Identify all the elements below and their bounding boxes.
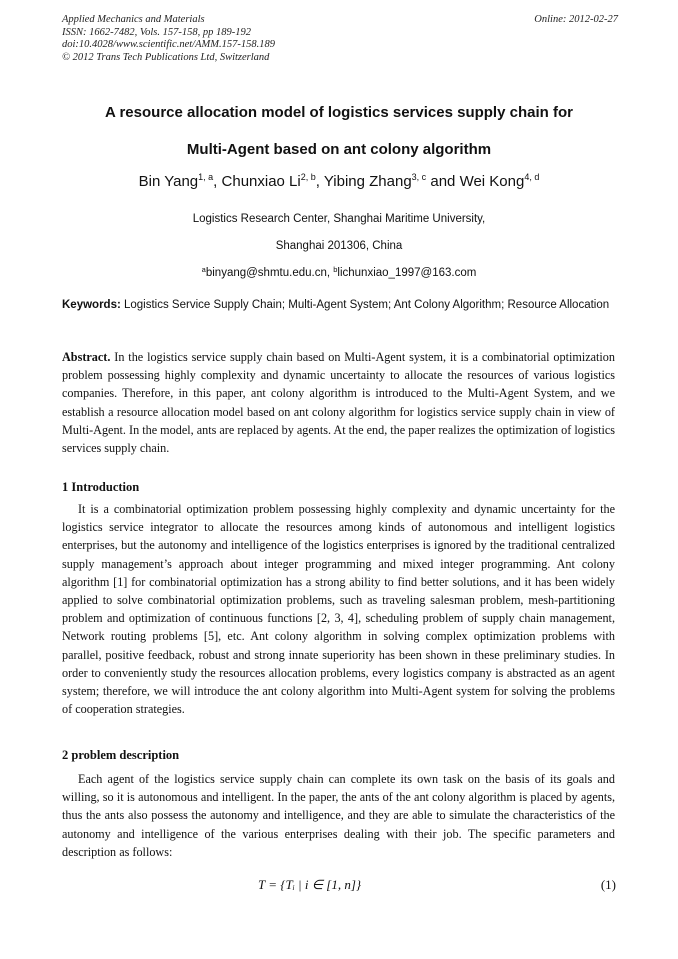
abstract bbox=[62, 348, 619, 457]
introduction-paragraph: It is a combinatorial optimization problem possessing highly complexity and dynamic uncertainty for the logistics service integrator to allocate the resources among kinds of autonomous and intelligent logistics enterprises, but the autonomy and intelligence of the logistics enterprises is ignored by the traditional centralized supply management’s approach about integer programming and mixed integer programming. Ant colony algorithm [1] for combinatorial optimization has a strong ability to find better solutions, and it has been widely applied to solve combinatorial optimization problems, such as traveling salesman problem, mesh-partitioning problem and optimization of continuous functions [2, 3, 4], scheduling problem of supply chain management, Network routing problems [5], etc. Ant colony algorithm in solving complex optimization problems with parallel, positive feedback, robust and strong innate superiority has been shown in these preliminary studies. In order to conveniently study the resources allocation problems, every logistics company is abstracted as an agent system; therefore, we will introduce the ant colony algorithm into Multi-Agent system for solving the problems of cooperation strategies. bbox=[62, 502, 615, 717]
paper-title bbox=[62, 94, 616, 168]
author-affiliation-mark: 4, d bbox=[524, 172, 540, 182]
equation-1 bbox=[62, 877, 616, 897]
keywords-label: Keywords: bbox=[62, 299, 121, 311]
author-name: Yibing Zhang bbox=[323, 173, 412, 190]
journal-doi: doi:10.4028/www.scientific.net/AMM.157-158.189 bbox=[62, 39, 275, 50]
author-separator: , bbox=[213, 173, 222, 190]
author-list bbox=[62, 172, 616, 192]
author-separator: , bbox=[315, 173, 324, 190]
keywords-text: Logistics Service Supply Chain; Multi-Agent System; Ant Colony Algorithm; Resource Allocation bbox=[120, 299, 610, 311]
journal-header bbox=[62, 14, 618, 64]
journal-copyright: © 2012 Trans Tech Publications Ltd, Switzerland bbox=[62, 51, 270, 63]
online-date: Online: 2012-02-27 bbox=[534, 14, 618, 25]
author-name: Wei Kong bbox=[459, 173, 525, 190]
email-mark-a: a bbox=[201, 265, 206, 274]
problem-description-paragraph: Each agent of the logistics service supply chain can complete its own task on the basis of its goals and willing, so it is autonomous and intelligent. In the paper, the ants of the ant colony algorithm is placed by agents, thus the ants also possess the autonomy and intelligence, and they are able to simulate the characteristics of the autonomy and intelligence of the various enterprises dealing with their job. The specific parameters and description as follows: bbox=[62, 772, 615, 859]
section-heading-problem-description: 2 problem description bbox=[62, 748, 180, 762]
author-affiliation-mark: 1, a bbox=[198, 172, 214, 182]
section-heading-introduction: 1 Introduction bbox=[62, 480, 140, 494]
author-affiliation-mark: 2, b bbox=[300, 172, 316, 182]
affiliation bbox=[62, 206, 616, 287]
affiliation-line-2: Shanghai 201306, China bbox=[275, 240, 403, 252]
equation-number: (1) bbox=[600, 877, 616, 892]
email-2[interactable]: lichunxiao_1997@163.com bbox=[337, 267, 477, 279]
abstract-text: In the logistics service supply chain based on Multi-Agent system, it is a combinatorial optimization problem possessing highly complexity and dynamic uncertainty to allocate the resources of various logistics companies. Therefore, in this paper, ant colony algorithm is introduced to the Multi-Agent System, and we establish a resource allocation model based on ant colony algorithm for logistics service supply chain in view of Multi-Agent. In the model, ants are replaced by agents. At the end, the paper realizes the optimization of logistics services supply chain. bbox=[62, 350, 619, 456]
author-affiliation-mark: 3, c bbox=[411, 172, 427, 182]
journal-issn: ISSN: 1662-7482, Vols. 157-158, pp 189-192 bbox=[62, 26, 251, 38]
email-1[interactable]: binyang@shmtu.edu.cn, bbox=[205, 267, 334, 279]
title-line-1: A resource allocation model of logistics services supply chain for bbox=[105, 104, 573, 121]
affiliation-line-1: Logistics Research Center, Shanghai Maritime University, bbox=[192, 213, 486, 225]
author-emails bbox=[62, 260, 616, 287]
equation-formula: T = {Tᵢ | i ∈ [1, n]} bbox=[258, 877, 362, 892]
abstract-label: Abstract. bbox=[62, 350, 111, 364]
journal-name: Applied Mechanics and Materials bbox=[62, 14, 205, 25]
keywords bbox=[62, 296, 616, 314]
author-name: Chunxiao Li bbox=[221, 173, 301, 190]
author-name: Bin Yang bbox=[138, 173, 199, 190]
author-separator: and bbox=[426, 173, 460, 190]
email-mark-b: b bbox=[333, 265, 338, 274]
title-line-2: Multi-Agent based on ant colony algorithm bbox=[186, 141, 492, 158]
